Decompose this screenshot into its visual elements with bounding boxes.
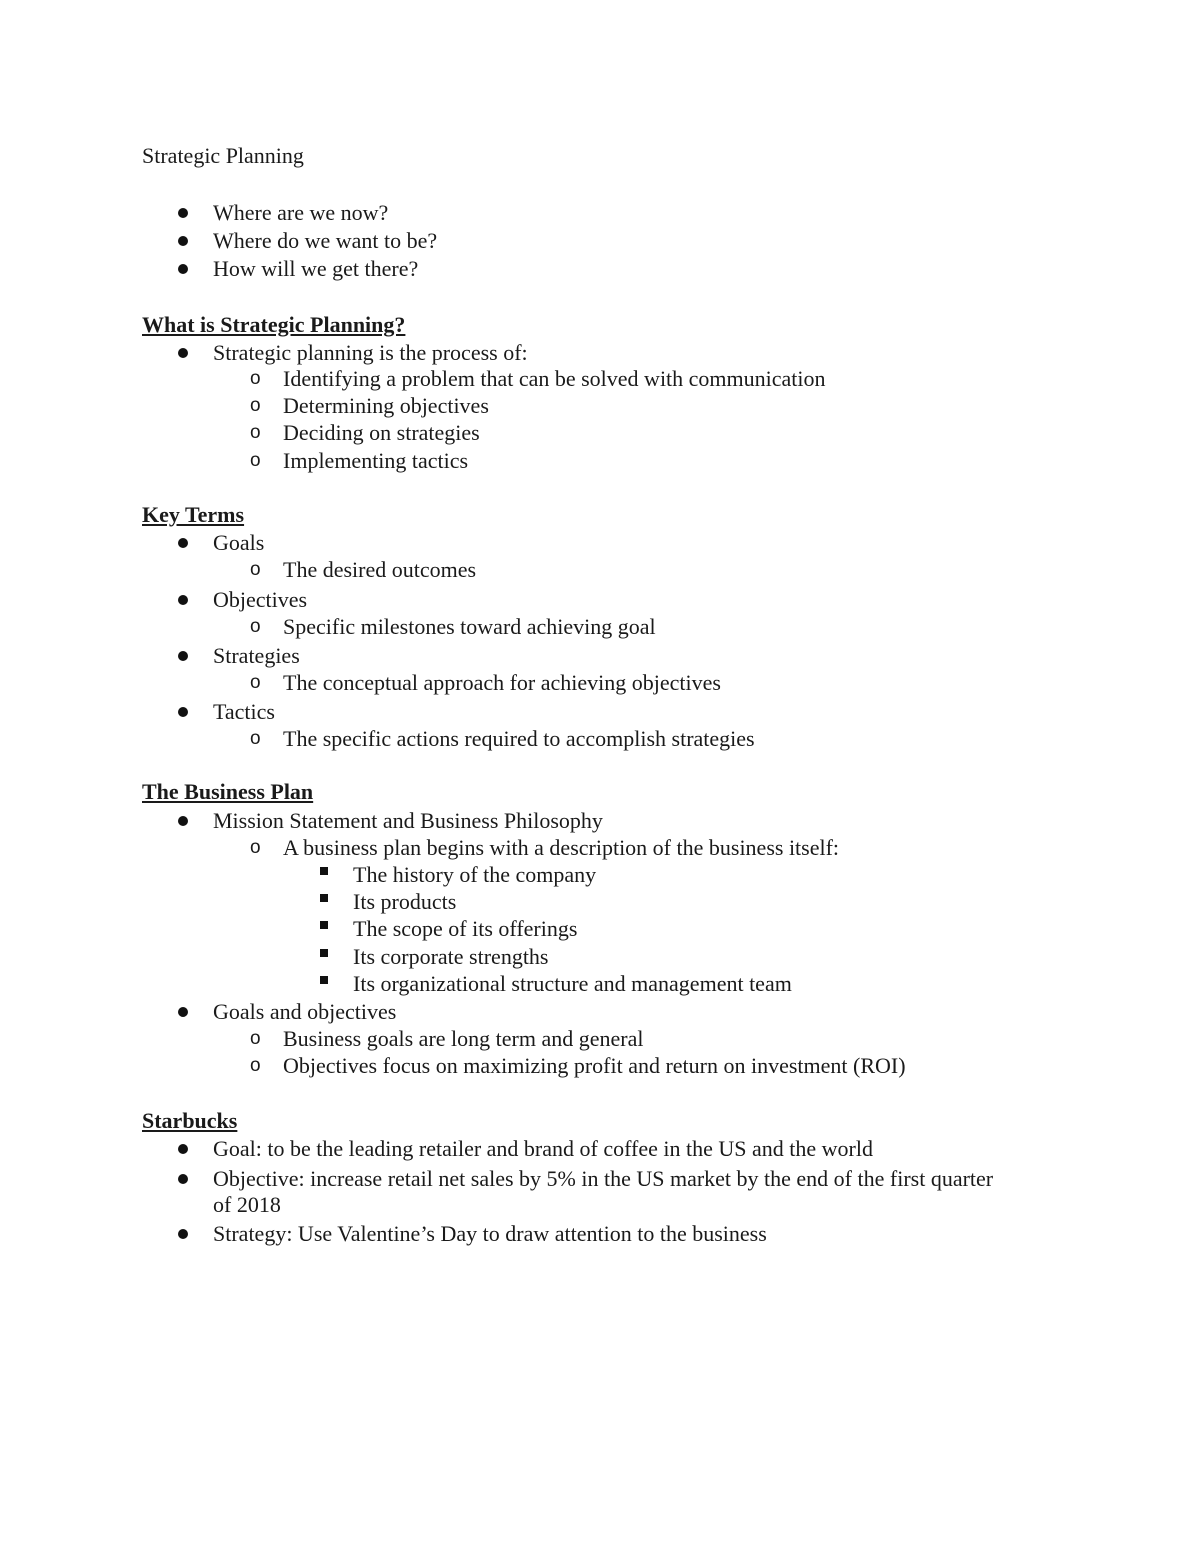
term-definition: The desired outcomes [283, 557, 477, 582]
sub-sub-list-item: Its corporate strengths [353, 944, 549, 969]
list-item: Where are we now? [213, 200, 389, 225]
bullet-icon [178, 264, 188, 274]
list-item: Strategy: Use Valentine’s Day to draw attention to the business [213, 1221, 767, 1246]
term-item: Goals [213, 530, 265, 555]
list-item-continuation: of 2018 [213, 1192, 281, 1217]
sub-bullet-icon: o [250, 422, 261, 443]
list-item: Objective: increase retail net sales by 5% in the US market by the end of the first quarter [213, 1166, 994, 1191]
bullet-icon [178, 348, 188, 358]
sub-list-item: Identifying a problem that can be solved with communication [283, 366, 826, 391]
term-item: Strategies [213, 643, 300, 668]
term-definition: Specific milestones toward achieving goal [283, 614, 656, 639]
term-definition: The conceptual approach for achieving objectives [283, 670, 721, 695]
bullet-icon [178, 816, 188, 826]
section-heading-strategic-planning: What is Strategic Planning? [142, 312, 406, 337]
sub-list-item: Implementing tactics [283, 448, 469, 473]
bullet-icon [178, 208, 188, 218]
sub-bullet-icon: o [250, 368, 261, 389]
bullet-icon [178, 538, 188, 548]
sub-sub-list-item: Its products [353, 889, 457, 914]
square-bullet-icon [320, 921, 328, 929]
sub-list-item: A business plan begins with a description of the business itself: [283, 835, 840, 860]
sub-bullet-icon: o [250, 450, 261, 471]
list-item: Mission Statement and Business Philosophy [213, 808, 603, 833]
sub-bullet-icon: o [250, 728, 261, 749]
sub-list-item: Business goals are long term and general [283, 1026, 644, 1051]
bullet-icon [178, 1007, 188, 1017]
term-item: Tactics [213, 699, 275, 724]
sub-bullet-icon: o [250, 395, 261, 416]
term-definition: The specific actions required to accomplish strategies [283, 726, 755, 751]
sub-list-item: Objectives focus on maximizing profit and return on investment (ROI) [283, 1053, 906, 1078]
list-item: Where do we want to be? [213, 228, 438, 253]
sub-sub-list-item: The history of the company [353, 862, 597, 887]
sub-bullet-icon: o [250, 672, 261, 693]
bullet-icon [178, 236, 188, 246]
document-title: Strategic Planning [142, 143, 304, 168]
bullet-icon [178, 595, 188, 605]
sub-bullet-icon: o [250, 1055, 261, 1076]
sub-sub-list-item: Its organizational structure and management team [353, 971, 792, 996]
sub-bullet-icon: o [250, 1028, 261, 1049]
square-bullet-icon [320, 976, 328, 984]
sub-list-item: Determining objectives [283, 393, 489, 418]
bullet-icon [178, 707, 188, 717]
square-bullet-icon [320, 949, 328, 957]
list-item: Goal: to be the leading retailer and brand of coffee in the US and the world [213, 1136, 873, 1161]
sub-bullet-icon: o [250, 559, 261, 580]
section-heading-business-plan: The Business Plan [142, 779, 314, 804]
sub-bullet-icon: o [250, 837, 261, 858]
bullet-icon [178, 651, 188, 661]
sub-sub-list-item: The scope of its offerings [353, 916, 578, 941]
square-bullet-icon [320, 867, 328, 875]
section-heading-starbucks: Starbucks [142, 1108, 238, 1133]
list-item: How will we get there? [213, 256, 419, 281]
term-item: Objectives [213, 587, 308, 612]
section-heading-key-terms: Key Terms [142, 502, 245, 527]
list-item: Goals and objectives [213, 999, 397, 1024]
sub-bullet-icon: o [250, 616, 261, 637]
bullet-icon [178, 1229, 188, 1239]
bullet-icon [178, 1174, 188, 1184]
bullet-icon [178, 1144, 188, 1154]
sub-list-item: Deciding on strategies [283, 420, 480, 445]
square-bullet-icon [320, 894, 328, 902]
list-item: Strategic planning is the process of: [213, 340, 528, 365]
